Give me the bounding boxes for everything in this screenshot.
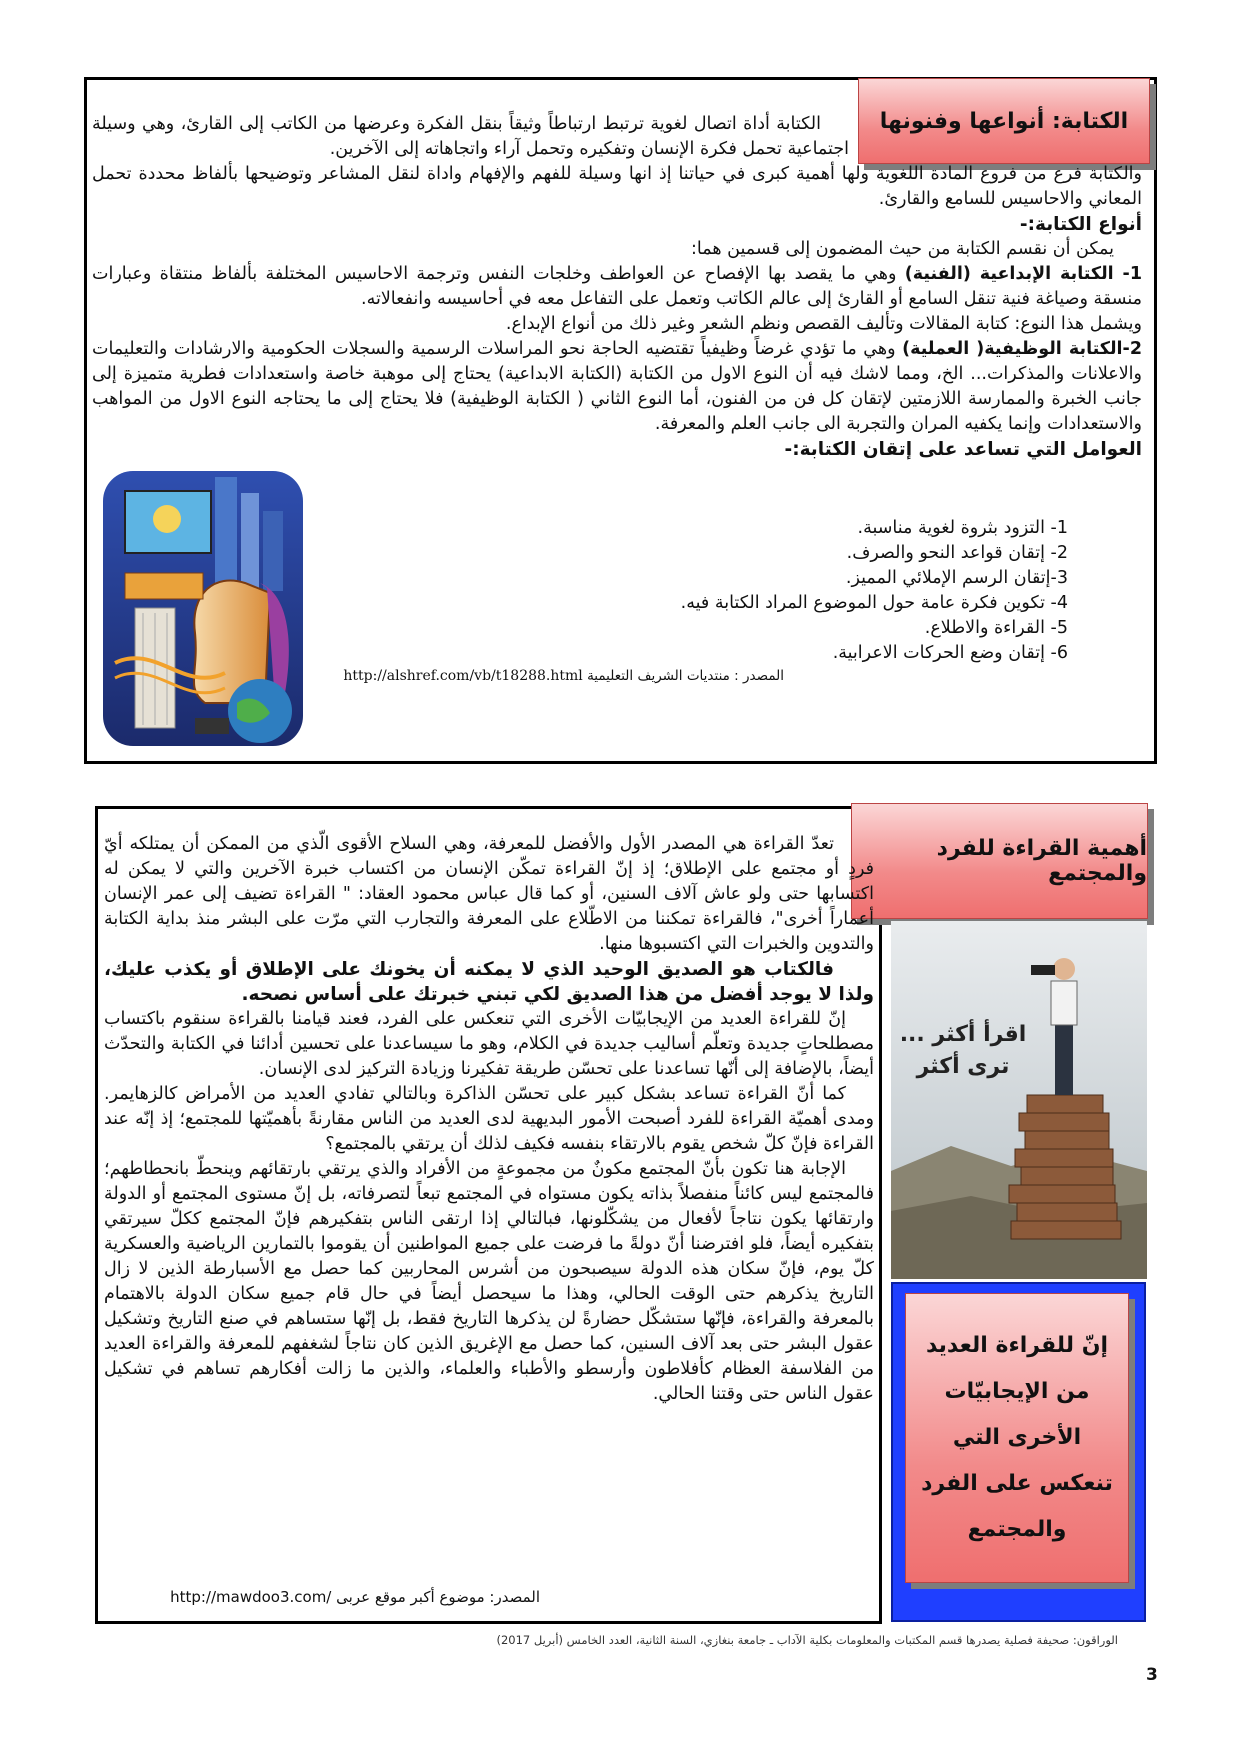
factors-list xyxy=(560,516,1068,666)
photo-caption-line2: ترى أكثر xyxy=(916,1054,1010,1079)
article-reading-title: أهمية القراءة للفرد والمجتمع xyxy=(851,803,1148,919)
type1-paragraph xyxy=(92,262,1142,312)
writing-illustration xyxy=(95,463,310,753)
footer-text: الوراقون: صحيفة فصلية يصدرها قسم المكتبات والمعلومات بكلية الآداب ـ جامعة بنغازي، السنة الثانية، العدد الخامس (أبريل 2017) xyxy=(496,1633,1118,1647)
photo-caption-line1: اقرأ أكثر ... xyxy=(899,1022,1027,1047)
source-label: المصدر : منتديات الشريف التعليمية xyxy=(587,668,784,684)
list-item: 4- تكوين فكرة عامة حول الموضوع المراد الكتابة فيه. xyxy=(680,593,1068,613)
intro-paragraph-2: والكتابة فرع من فروع المادة اللغوية ولها أهمية كبرى في حياتنا إذ انها وسيلة للفهم والإفهام واداة لنقل المشاعر وتوضيحها بألفاظ محددة تحمل المعاني والاحاسيس للسامع والقارئ. xyxy=(92,164,1142,209)
type2-paragraph xyxy=(92,337,1142,437)
reading-photo xyxy=(891,921,1147,1279)
types-intro: يمكن أن نقسم الكتابة من حيث المضمون إلى قسمين هما: xyxy=(691,239,1114,259)
article-writing-source xyxy=(318,668,784,684)
quote-box: إنّ للقراءة العديد من الإيجابيّات الأخرى التي تنعكس على الفرد والمجتمع xyxy=(905,1293,1129,1583)
article-reading-source xyxy=(104,1588,540,1606)
type1-more: ويشمل هذا النوع: كتابة المقالات وتأليف القصص ونظم الشعر وغير ذلك من أنواع الإبداع. xyxy=(505,314,1142,334)
type1-text: وهي ما يقصد بها الإفصاح عن العواطف وخلجات النفس وترجمة الاحاسيس المختلفة بألفاظ منتقاة وعبارات منسقة وصياغة فنية تنقل السامع أو القارئ إلى عالم الكاتب وتعمل على التفاعل معه في أحاسيسه وانفعالاته. xyxy=(92,264,1142,309)
reading-paragraph-3: إنّ للقراءة العديد من الإيجابيّات الأخرى التي تنعكس على الفرد، فعند قيامنا بالقراءة سنقوم باكتساب مصطلحاتٍ جديدة وتعلّم أساليب جديدة في الكلام، وهو ما سيساعدنا على تحسين أدائنا في الكتابة والتحدّث أيضاً، بالإضافة إلى أنّها تساعدنا على تحسّن طريقة تفكيرنا وزيادة التركيز لدى الإنسان. xyxy=(104,1009,874,1079)
list-item: 3-إتقان الرسم الإملائي المميز. xyxy=(845,568,1068,588)
article-writing-body xyxy=(92,162,1142,462)
source-link[interactable]: http://alshref.com/vb/t18288.html xyxy=(343,668,583,684)
list-item: 1- التزود بثروة لغوية مناسبة. xyxy=(857,518,1068,538)
type2-text: وهي ما تؤدي غرضاً وظيفياً تقتضيه الحاجة نحو المراسلات الرسمية والسجلات الحكومية والارشادات والتعليمات والاعلانات والمذكرات... الخ، ومما لاشك فيه أن النوع الاول من الكتابة (الكتابة الابداعية) يحتاج إلى موهبة خاصة واستعدادات فطرية متميزة إلى جانب الخبرة والممارسة اللازمتين لإتقان كل فن من الفنون، أما النوع الثاني ( الكتابة الوظيفية) فلا يحتاج إلى ما يحتاجه النوع الاول من المواهب والاستعدادات وإنما يكفيه المران والتجربة الى جانب العلم والمعرفة. xyxy=(92,339,1142,434)
list-item: 6- إتقان وضع الحركات الاعرابية. xyxy=(832,643,1068,663)
type2-label: 2-الكتابة الوظيفية( العملية) xyxy=(902,339,1142,359)
reading-paragraph-5: الإجابة هنا تكون بأنّ المجتمع مكونٌ من مجموعةٍ من الأفراد والذي يرتقي بارتقائهم وينحطّ بانحطاطهم؛ فالمجتمع ليس كائناً منفصلاً بذاته يكون مستواه في المجتمع تبعاً لتصرفاته، بل إنّ مستوى المجتمع أو الدولة وارتقائها يكون نتاجاً لأفعال من يشكّلونها، فبالتالي إذا ارتقى الناس بتفكيرهم فإنّ المجتمع ككلّ سيرتقي بتفكيره أيضاً، فلو افترضنا أنّ دولةً ما فرضت على جميع المواطنين أن يقوموا بالتمارين الرياضية والعسكرية كلّ يوم، فإنّ سكان هذه الدولة سيصبحون من أشرس المحاربين كما حصل مع الأسبارطة الذين لا زال التاريخ يذكرهم حتى الوقت الحالي، وهذا ما سيحصل أيضاً في حال قام جميع سكان الدولة بالاهتمام بالمعرفة والقراءة، فإنّها ستشكّل حضارةً لن يذكرها التاريخ فقط، بل إنّها ستساهم في صنع التاريخ وتشكيل عقول البشر حتى بعد آلاف السنين، كما حصل مع الإغريق الذين كان نتاجاً لشغفهم للمعرفة والقراءة العديد من الفلاسفة العظام كأفلاطون وأرسطو والأطباء والعلماء، والذين ما زالت أفكارهم تساهم في تشكيل عقول الناس حتى وقتنا الحالي. xyxy=(104,1159,874,1404)
source-link[interactable]: http://mawdoo3.com/ xyxy=(170,1588,332,1606)
intro-paragraph-1: الكتابة أداة اتصال لغوية ترتبط ارتباطاً وثيقاً بنقل الفكرة وعرضها من الكاتب إلى القارئ، وهي وسيلة اجتماعية تحمل فكرة الإنسان وتفكيره وتحمل آراء واتجاهاته إلى الآخرين. xyxy=(92,114,849,159)
type1-label: 1- الكتابة الإبداعية (الفنية) xyxy=(904,264,1142,284)
list-item: 2- إتقان قواعد النحو والصرف. xyxy=(846,543,1068,563)
reading-paragraph-2: فالكتاب هو الصديق الوحيد الذي لا يمكنه أن يخونك على الإطلاق أو يكذب عليك، ولذا لا يوجد أفضل من هذا الصديق لكي تبني خبرتك على أساس نصحه. xyxy=(104,959,874,1005)
types-heading: أنواع الكتابة:- xyxy=(1019,214,1142,235)
source-label: المصدر: موضوع أكبر موقع عربى xyxy=(336,1588,540,1606)
article-writing-intro xyxy=(92,112,849,162)
page-number: 3 xyxy=(1146,1665,1158,1685)
article-writing-title: الكتابة: أنواعها وفنونها xyxy=(858,78,1150,164)
article-reading-body xyxy=(104,832,874,1407)
reading-paragraph-4: كما أنّ القراءة تساعد بشكل كبير على تحسّن الذاكرة وبالتالي تفادي العديد من الأمراض كالزهايمر. ومدى أهميّة القراءة للفرد أصبحت الأمور البديهية لدى العديد من الناس مقارنةً بأهميّتها للمجتمع؛ إذ إنّه عند القراءة فإنّ كلّ شخص يقوم بالارتقاء بنفسه فكيف لذلك أن يرتقي بالمجتمع؟ xyxy=(104,1084,874,1154)
reading-paragraph-1: تعدّ القراءة هي المصدر الأول والأفضل للمعرفة، وهي السلاح الأقوى الّذي من الممكن أن يمتلكه أيّ فردٍ أو مجتمع على الإطلاق؛ إذ إنّ القراءة تمكّن الإنسان من اكتساب خبرة الآخرين والتي لا يمكن له اكتسابها حتى ولو عاش آلاف السنين، أو كما قال عباس محمود العقاد: " القراءة تضيف إلى عمر الإنسان أعماراً أخرى"، فالقراءة تمكننا من الاطّلاع على المعرفة والتجارب التي مرّت على البشر منذ بداية الكتابة والتدوين والخبرات التي اكتسبوها منها. xyxy=(104,834,874,954)
list-item: 5- القراءة والاطلاع. xyxy=(924,618,1068,638)
factors-heading: العوامل التي تساعد على إتقان الكتابة:- xyxy=(784,439,1142,460)
